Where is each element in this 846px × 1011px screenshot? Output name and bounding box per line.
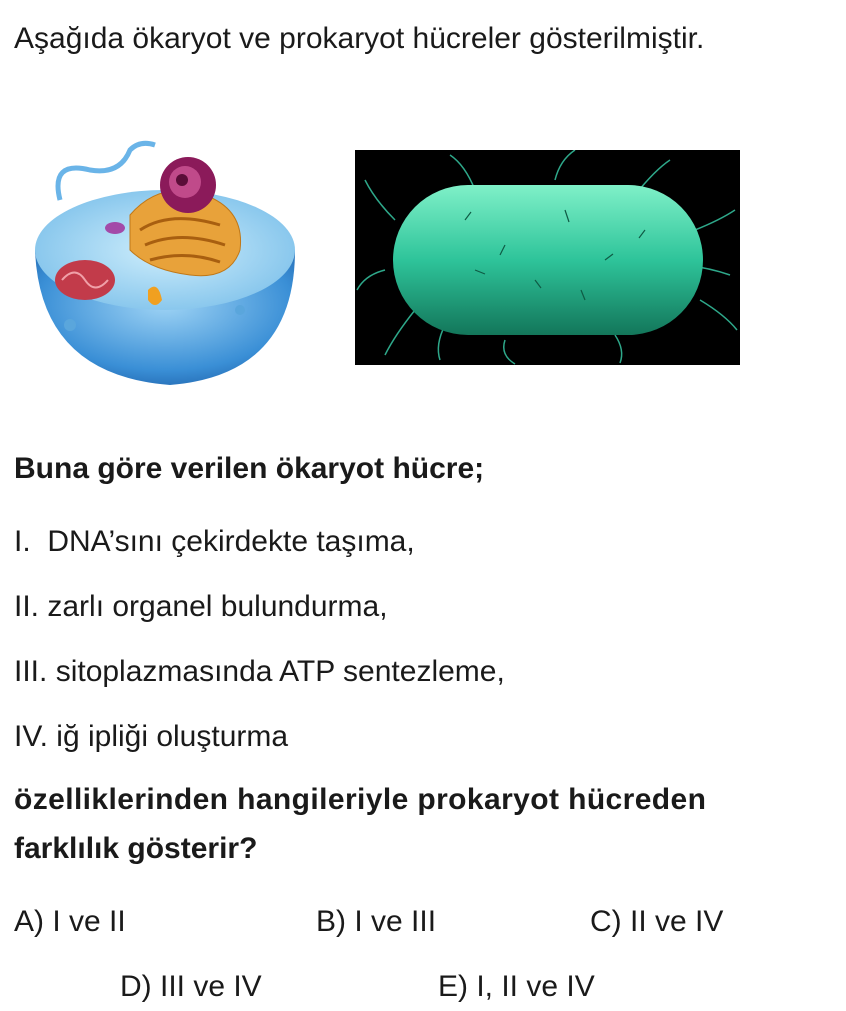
statement-number: I. [14, 525, 31, 558]
statement-item [14, 525, 415, 559]
answer-option-a[interactable]: A) I ve II [14, 905, 126, 938]
statement-text: iğ ipliği oluşturma [56, 720, 289, 753]
statement-number: III. [14, 655, 48, 688]
question-line-1: özelliklerinden hangileriyle prokaryot hücreden [14, 783, 707, 816]
intro-text: Aşağıda ökaryot ve prokaryot hücreler gösterilmiştir. [14, 22, 705, 55]
statement-text: zarlı organel bulundurma, [47, 590, 388, 623]
answer-option-e[interactable]: E) I, II ve IV [438, 970, 595, 1003]
answer-option-b[interactable]: B) I ve III [316, 905, 437, 938]
statement-item [14, 720, 288, 754]
statement-text: sitoplazmasında ATP sentezleme, [55, 655, 505, 688]
statement-number: II. [14, 590, 40, 623]
answer-option-d[interactable]: D) III ve IV [120, 970, 262, 1003]
question-line-2: farklılık gösterir? [14, 832, 258, 865]
answer-option-c[interactable]: C) II ve IV [590, 905, 724, 938]
statement-text: DNA’sını çekirdekte taşıma, [47, 525, 415, 558]
statement-item [14, 590, 388, 624]
statement-item [14, 655, 505, 689]
question-stem: Buna göre verilen ökaryot hücre; [14, 452, 485, 485]
eukaryotic-cell-image [30, 140, 300, 390]
statement-number: IV. [14, 720, 48, 753]
prokaryotic-cell-image [355, 150, 740, 365]
